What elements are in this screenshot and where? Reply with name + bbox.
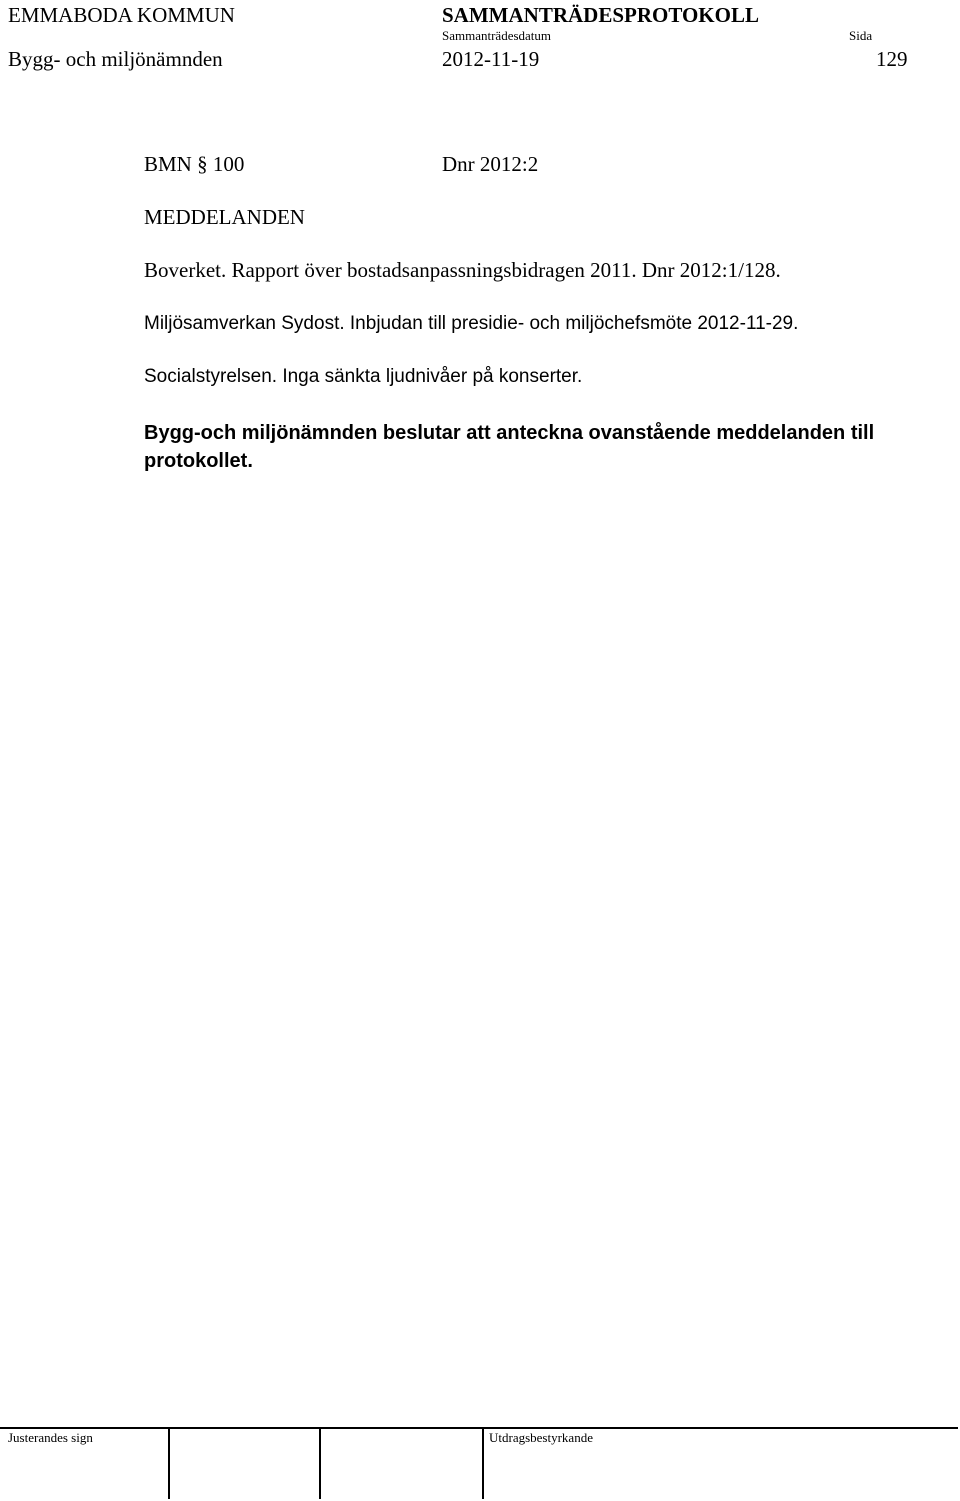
list-item: Socialstyrelsen. Inga sänkta ljudnivåer på konserter. xyxy=(144,366,583,387)
page-number: 129 xyxy=(876,47,908,71)
date-label: Sammanträdesdatum xyxy=(442,28,552,43)
committee-name: Bygg- och miljönämnden xyxy=(8,47,223,71)
footer-divider xyxy=(0,1427,958,1429)
page-label: Sida xyxy=(849,28,873,43)
signature-box-divider xyxy=(319,1427,321,1499)
section-code: BMN § 100 xyxy=(144,152,245,176)
dnr-reference: Dnr 2012:2 xyxy=(442,152,539,176)
list-item: Boverket. Rapport över bostadsanpassningsbidragen 2011. Dnr 2012:1/128. xyxy=(144,258,781,282)
document-type: SAMMANTRÄDESPROTOKOLL xyxy=(442,3,759,27)
signer-label: Justerandes sign xyxy=(8,1430,93,1445)
organization-name: EMMABODA KOMMUN xyxy=(8,3,235,27)
meeting-date: 2012-11-19 xyxy=(442,47,540,71)
decision-text: Bygg-och miljönämnden beslutar att anteckna ovanstående meddelanden till protokollet. xyxy=(144,422,875,472)
extract-label: Utdragsbestyrkande xyxy=(489,1430,593,1445)
signature-box-divider xyxy=(168,1427,170,1499)
signature-box-divider xyxy=(482,1427,484,1499)
section-title: MEDDELANDEN xyxy=(144,205,305,229)
list-item: Miljösamverkan Sydost. Inbjudan till presidie- och miljöchefsmöte 2012-11-29. xyxy=(144,313,799,334)
